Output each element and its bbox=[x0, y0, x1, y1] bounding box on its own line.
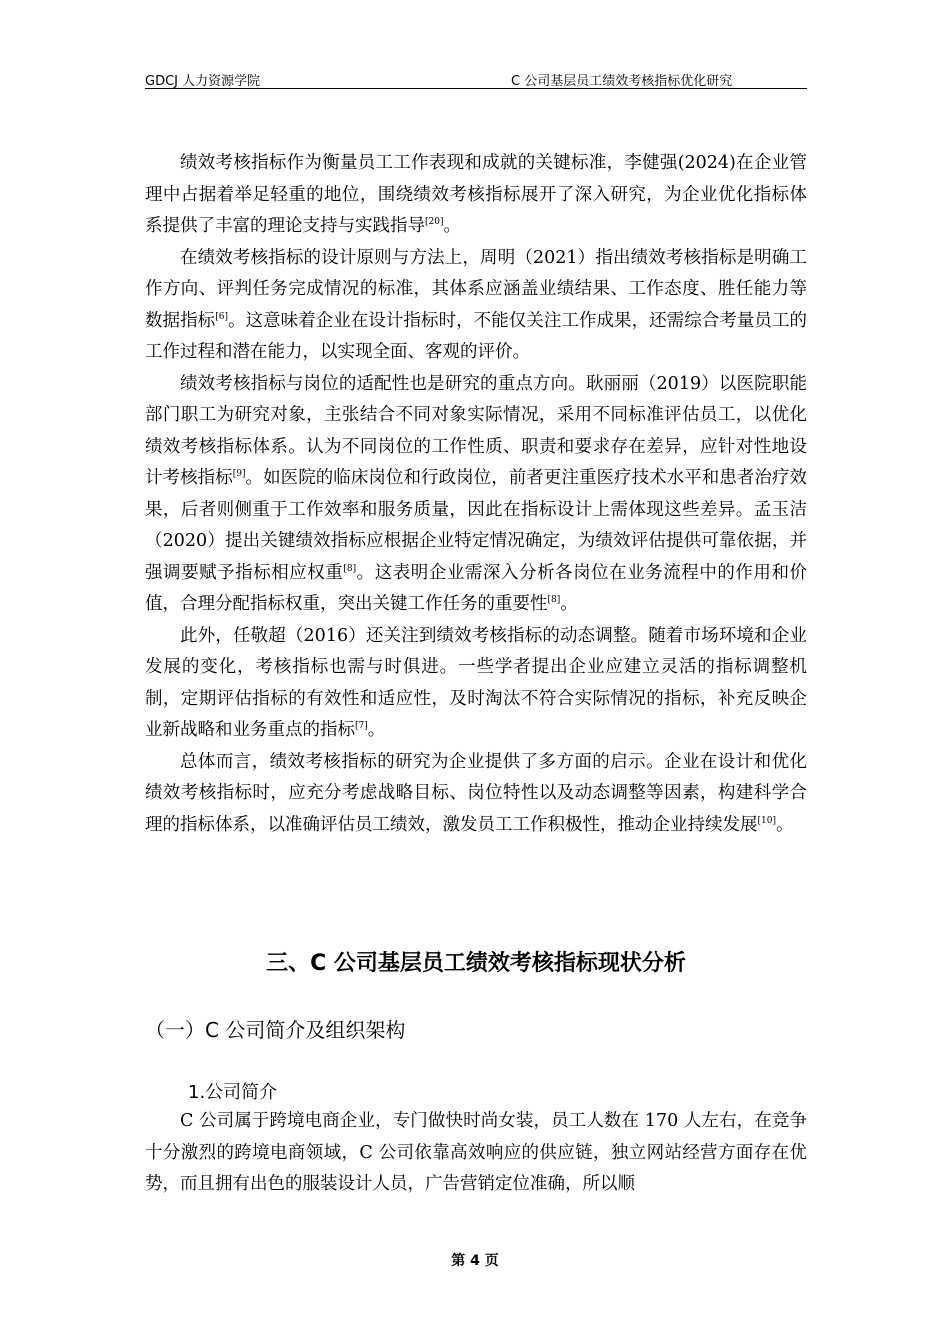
subsection-title: （一）C 公司简介及组织架构 bbox=[145, 1018, 406, 1042]
paragraph-text: 在绩效考核指标的设计原则与方法上，周明（2021）指出绩效考核指标是明确工作方向、评判任务完成情况的标准，其体系应涵盖业绩结果、工作态度、胜任能力等数据指标 bbox=[145, 247, 807, 331]
page-number: 第 4 页 bbox=[451, 1253, 499, 1269]
paragraph-text: 。 bbox=[560, 594, 578, 614]
citation-ref: [8] bbox=[343, 563, 357, 574]
citation-ref: [10] bbox=[757, 815, 776, 826]
paragraph-1 bbox=[145, 148, 807, 243]
section-title: 三、C 公司基层员工绩效考核指标现状分析 bbox=[266, 951, 686, 976]
subsubsection-title: 1.公司简介 bbox=[188, 1082, 278, 1103]
intro-text bbox=[145, 1106, 807, 1201]
citation-ref: [8] bbox=[547, 595, 561, 606]
paragraph-text: 。这意味着企业在设计指标时，不能仅关注工作成果，还需综合考量员工的工作过程和潜在能力，以实现全面、客观的评价。 bbox=[145, 310, 808, 362]
paragraph-text: 总体而言，绩效考核指标的研究为企业提供了多方面的启示。企业在设计和优化绩效考核指标时，应充分考虑战略目标、岗位特性以及动态调整等因素，构建科学合理的指标体系，以准确评估员工绩效，激发员工工作积极性，推动企业持续发展 bbox=[145, 751, 807, 835]
citation-ref: [7] bbox=[355, 721, 368, 732]
citation-ref: [9] bbox=[232, 469, 246, 480]
paragraph-text: 。这表明企业需深入分析各岗位在业务流程中的作用和价值，合理分配指标权重，突出关键工作任务的重要性 bbox=[145, 562, 808, 614]
paragraph-5 bbox=[145, 747, 807, 842]
paragraph-3 bbox=[145, 369, 807, 621]
paragraph-2 bbox=[145, 243, 807, 369]
page-header bbox=[145, 68, 807, 89]
paragraph-text: 。如医院的临床岗位和行政岗位，前者更注重医疗技术水平和患者治疗效果，后者则侧重于工作效率和服务质量，因此在指标设计上需体现这些差异。孟玉洁（2020）提出关键绩效指标应根据企业特定情况确定，为绩效评估提供可靠依据，并强调要赋予指标相应权重 bbox=[145, 468, 808, 583]
paragraph-text: 绩效考核指标作为衡量员工工作表现和成就的关键标准，李健强(2024)在企业管理中占据着举足轻重的地位，围绕绩效考核指标展开了深入研究，为企业优化指标体系提供了丰富的理论支持与实践指导 bbox=[145, 153, 807, 236]
header-left: GDCJ 人力资源学院 bbox=[145, 74, 261, 89]
header-right: C 公司基层员工绩效考核指标优化研究 bbox=[511, 74, 733, 89]
paragraph-4 bbox=[145, 621, 807, 747]
intro-paragraph: C 公司属于跨境电商企业，专门做快时尚女装，员工人数在 170 人左右，在竞争十分激烈的跨境电商领域，C 公司依靠高效响应的供应链，独立网站经营方面存在优势，而且拥有出色的服装设计人员，广告营销定位准确，所以顺 bbox=[145, 1111, 807, 1194]
paragraph-text: 。 bbox=[775, 814, 794, 835]
paragraph-text: 此外，任敬超（2016）还关注到绩效考核指标的动态调整。随着市场环境和企业发展的变化，考核指标也需与时俱进。一些学者提出企业应建立灵活的指标调整机制，定期评估指标的有效性和适应性，及时淘汰不符合实际情况的指标，补充反映企业新战略和业务重点的指标 bbox=[145, 625, 807, 740]
paragraph-text: 。 bbox=[443, 216, 461, 236]
body-text bbox=[145, 148, 807, 841]
citation-ref: [20] bbox=[425, 217, 444, 228]
paragraph-text: 。 bbox=[367, 720, 386, 740]
paragraph-text: 绩效考核指标与岗位的适配性也是研究的重点方向。耿丽丽（2019）以医院职能部门职工为研究对象，主张结合不同对象实际情况，采用不同标准评估员工，以优化绩效考核指标体系。认为不同岗位的工作性质、职责和要求存在差异，应针对性地设计考核指标 bbox=[145, 373, 807, 488]
citation-ref: [6] bbox=[215, 311, 228, 322]
